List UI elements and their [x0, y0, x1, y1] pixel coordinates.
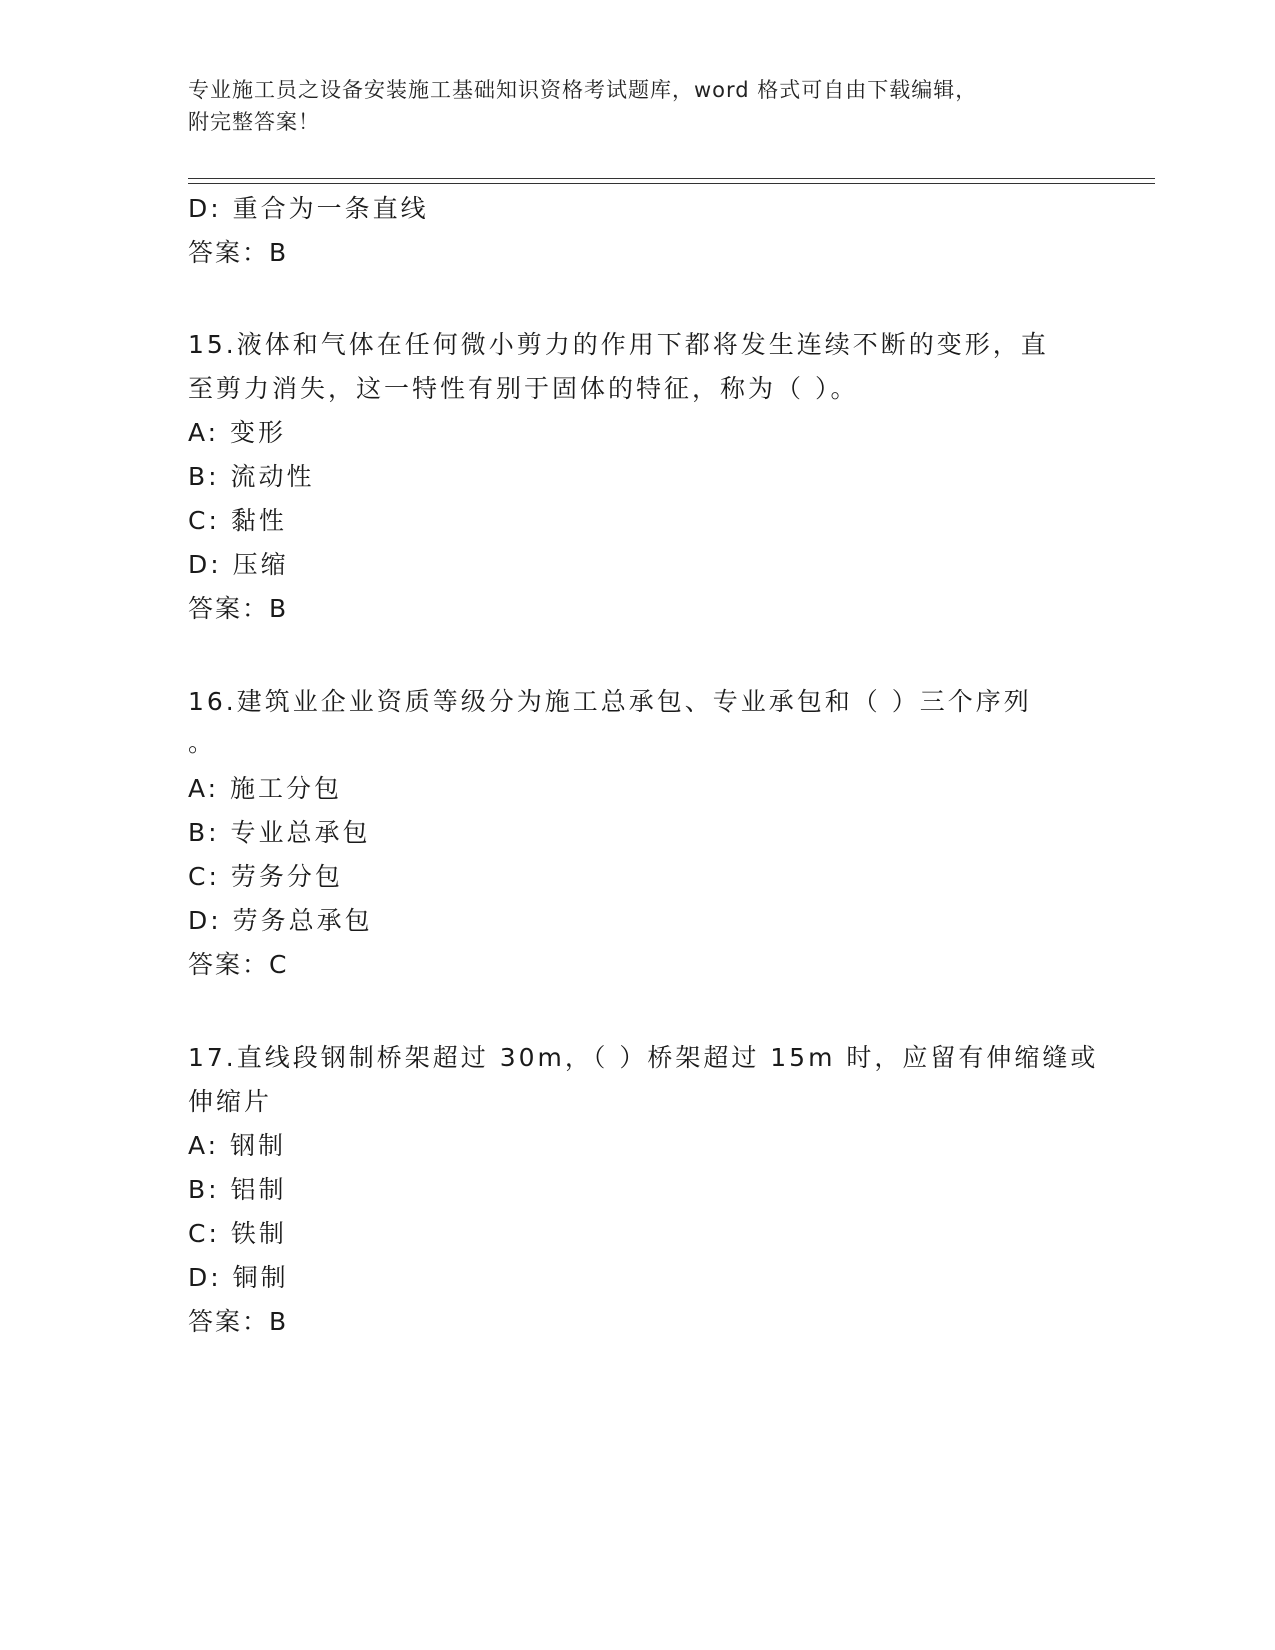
question-15-option-b: B: 流动性: [188, 462, 315, 491]
question-16-answer: 答案：C: [188, 950, 289, 979]
question-16-option-d: D: 劳务总承包: [188, 906, 373, 935]
question-15-answer: 答案：B: [188, 594, 289, 623]
question-15-text-line-2: 至剪力消失，这一特性有别于固体的特征，称为（ ）。: [188, 374, 859, 403]
question-17-text-line-2: 伸缩片: [188, 1087, 273, 1116]
question-16-text-line-2: 。: [188, 728, 217, 757]
question-17-text-line-1: 17.直线段钢制桥架超过 30m，（ ）桥架超过 15m 时，应留有伸缩缝或: [188, 1043, 1099, 1072]
prev-option-d: D: 重合为一条直线: [188, 194, 429, 223]
question-16-option-b: B: 专业总承包: [188, 818, 371, 847]
question-15-option-a: A: 变形: [188, 418, 287, 447]
header-line-2: 附完整答案！: [188, 110, 320, 134]
header-divider-bottom: [188, 183, 1155, 184]
question-15-text-line-1: 15.液体和气体在任何微小剪力的作用下都将发生连续不断的变形，直: [188, 330, 1049, 359]
question-15-option-c: C: 黏性: [188, 506, 287, 535]
question-15-option-d: D: 压缩: [188, 550, 289, 579]
document-header: [188, 74, 1088, 138]
header-divider-top: [188, 178, 1155, 179]
header-line-1: 专业施工员之设备安装施工基础知识资格考试题库，word 格式可自由下载编辑，: [188, 78, 978, 102]
question-16-option-c: C: 劳务分包: [188, 862, 343, 891]
question-16-text-line-1: 16.建筑业企业资质等级分为施工总承包、专业承包和（ ）三个序列: [188, 687, 1032, 716]
question-17-option-b: B: 铝制: [188, 1175, 287, 1204]
question-16-option-a: A: 施工分包: [188, 774, 343, 803]
question-17-option-d: D: 铜制: [188, 1263, 289, 1292]
question-17-option-a: A: 钢制: [188, 1131, 287, 1160]
question-17-answer: 答案：B: [188, 1307, 289, 1336]
prev-answer: 答案：B: [188, 238, 289, 267]
question-17-option-c: C: 铁制: [188, 1219, 287, 1248]
